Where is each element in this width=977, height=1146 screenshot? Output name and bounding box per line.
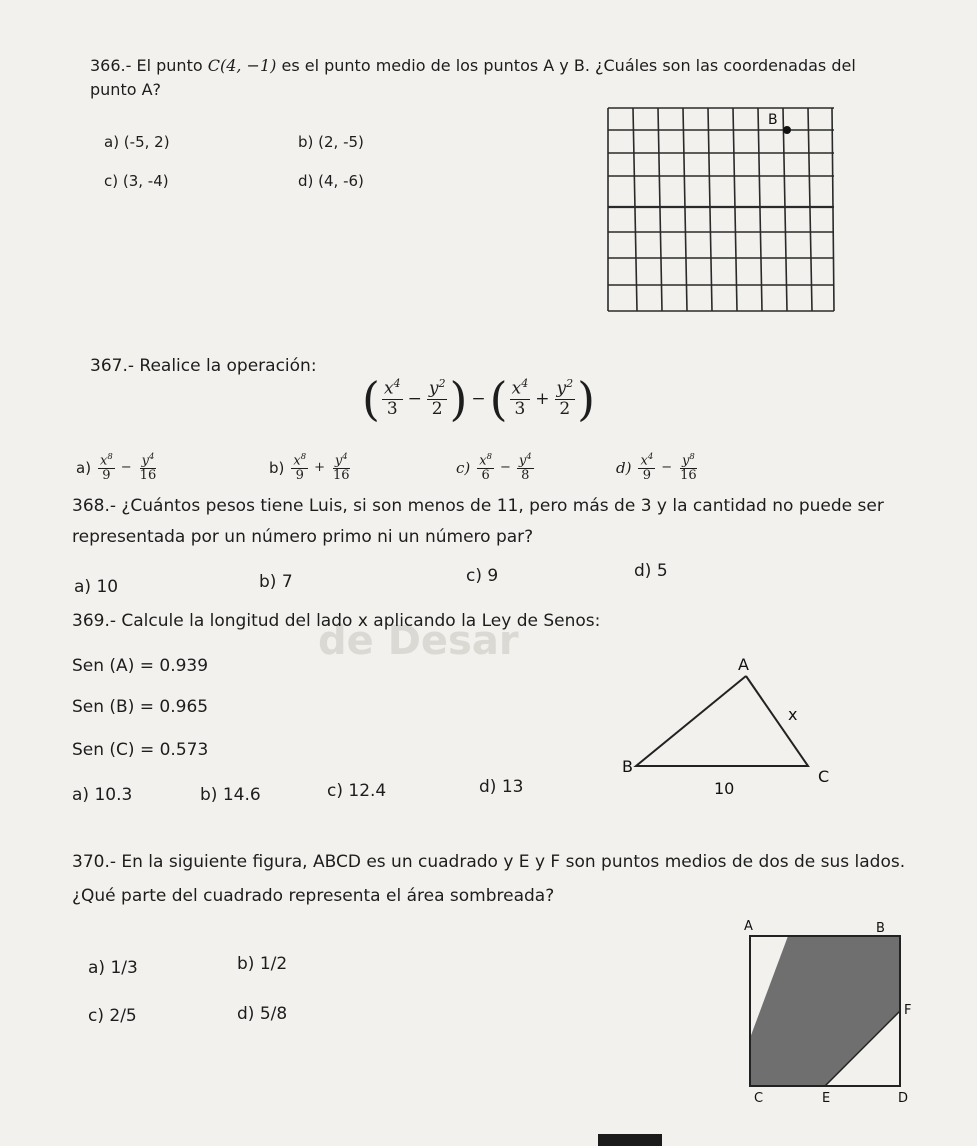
q367-title: 367.- Realice la operación: [90, 356, 317, 376]
q369-base-length: 10 [714, 779, 735, 798]
q369-option-b[interactable]: b) 14.6 [200, 785, 261, 805]
q366-option-a[interactable]: a) (-5, 2) [104, 133, 170, 151]
q366-statement-line1: 366.- El punto C(4, −1) es el punto medio de los puntos A y B. ¿Cuáles son las coordenadas del [90, 56, 856, 75]
q367-option-c[interactable]: c) $\frac{x^8}{6}$ − $\frac{y^4}{8}$ [456, 451, 532, 483]
q370-vertex-d: D [898, 1091, 909, 1106]
q366-grid-label-b: B [768, 112, 778, 128]
q369-vertex-a: A [738, 655, 749, 674]
q369-triangle-diagram [618, 648, 848, 798]
q370-point-e: E [822, 1091, 831, 1106]
q367-option-a[interactable]: a) $\frac{x^8}{9}$ − $\frac{y^4}{16}$ [76, 451, 157, 483]
q370-option-d[interactable]: d) 5/8 [237, 1004, 288, 1024]
q369-vertex-b: B [622, 757, 633, 776]
q369-side-x: x [788, 705, 798, 724]
q368-statement-line1: 368.- ¿Cuántos pesos tiene Luis, si son menos de 11, pero más de 3 y la cantidad no puede ser [72, 496, 884, 516]
q370-point-f: F [904, 1003, 912, 1018]
q366-statement-line2: punto A? [90, 80, 162, 99]
q367-option-d[interactable]: d) $\frac{x^4}{9}$ − $\frac{y^8}{16}$ [616, 451, 697, 483]
q369-option-c[interactable]: c) 12.4 [327, 781, 387, 801]
q370-statement-line2: ¿Qué parte del cuadrado representa el área sombreada? [72, 886, 555, 906]
q368-option-c[interactable]: c) 9 [466, 566, 499, 586]
q368-statement-line2: representada por un número primo ni un número par? [72, 527, 534, 547]
q370-option-b[interactable]: b) 1/2 [237, 954, 288, 974]
q366-option-c[interactable]: c) (3, -4) [104, 172, 169, 190]
q368-option-a[interactable]: a) 10 [74, 577, 119, 597]
q369-sen-c: Sen (C) = 0.573 [72, 740, 209, 760]
q369-sen-b: Sen (B) = 0.965 [72, 697, 209, 717]
q367-option-b[interactable]: b) $\frac{x^8}{9}$ + $\frac{y^4}{16}$ [269, 451, 350, 483]
q368-option-b[interactable]: b) 7 [259, 572, 293, 592]
q370-vertex-c: C [754, 1091, 764, 1106]
q369-option-d[interactable]: d) 13 [479, 777, 524, 797]
q366-option-b[interactable]: b) (2, -5) [298, 133, 364, 151]
q370-statement-line1: 370.- En la siguiente figura, ABCD es un cuadrado y E y F son puntos medios de dos de sus lados. [72, 852, 906, 872]
q370-vertex-b: B [876, 921, 885, 936]
q366-option-d[interactable]: d) (4, -6) [298, 172, 364, 190]
q369-title: 369.- Calcule la longitud del lado x aplicando la Ley de Senos: [72, 611, 601, 631]
q366-coordinate-grid [600, 100, 840, 320]
q369-vertex-c: C [818, 767, 830, 786]
q369-option-a[interactable]: a) 10.3 [72, 785, 133, 805]
q369-sen-a: Sen (A) = 0.939 [72, 656, 209, 676]
q366-point-b [783, 126, 791, 134]
q367-expression: ( $\frac{x^4}{3}$ − $\frac{y^2}{2}$ ) − ( $\frac{x^4}{3}$ + $\frac{y^2}{2}$ ) [362, 372, 596, 426]
q370-square-diagram [728, 918, 928, 1108]
q370-vertex-a: A [744, 919, 753, 934]
q370-option-a[interactable]: a) 1/3 [88, 958, 138, 978]
bottom-dark-tab [598, 1134, 662, 1146]
q368-option-d[interactable]: d) 5 [634, 561, 668, 581]
watermark-text: de Desar [318, 618, 519, 664]
q370-option-c[interactable]: c) 2/5 [88, 1006, 137, 1026]
